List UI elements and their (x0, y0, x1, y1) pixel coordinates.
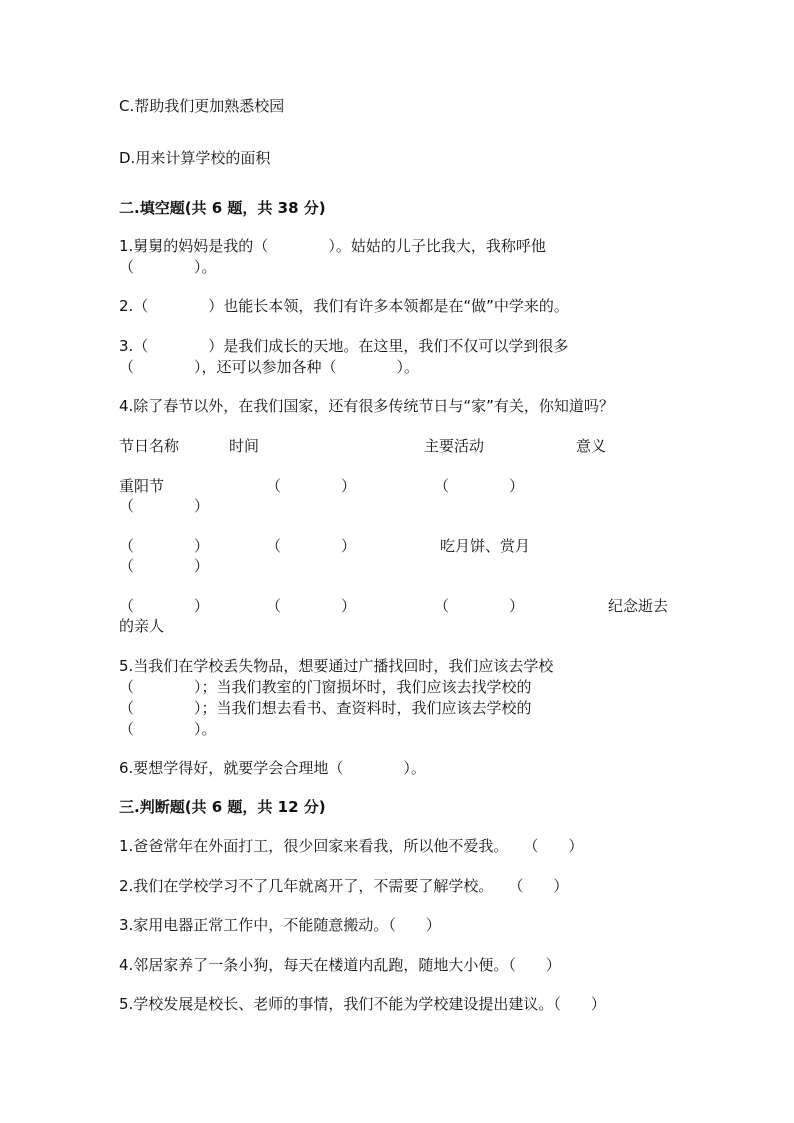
row3-meaning-b: 的亲人 (119, 617, 165, 635)
row3-name-blank: （ ） (119, 597, 210, 615)
row2-time-blank: （ ） (266, 537, 357, 555)
row1-name: 重阳节 (119, 477, 165, 495)
option-d: D.用来计算学校的面积 (119, 149, 271, 167)
row2-name-blank: （ ） (119, 537, 210, 555)
s2-q5-line4: （ ）。 (119, 720, 217, 738)
section3-heading: 三.判断题(共 6 题，共 12 分) (119, 798, 326, 816)
row3-meaning-a: 纪念逝去 (608, 597, 669, 615)
row3-time-blank: （ ） (266, 597, 357, 615)
s2-q5-line3: （ ）；当我们想去看书、查资料时，我们应该去学校的 (119, 699, 532, 717)
s2-q6: 6.要想学得好，就要学会合理地（ ）。 (119, 759, 426, 777)
s2-q5-line2: （ ）；当我们教室的门窗损坏时，我们应该去找学校的 (119, 678, 532, 696)
row1-meaning-blank: （ ） (119, 497, 210, 515)
table-header-meaning: 意义 (576, 437, 607, 455)
s2-q3-line2: （ ），还可以参加各种（ ）。 (119, 358, 420, 376)
s2-q4-question: 4.除了春节以外，在我们国家，还有很多传统节日与“家”有关，你知道吗？ (119, 397, 614, 415)
table-header-name: 节日名称 (119, 437, 180, 455)
row2-activity: 吃月饼、赏月 (440, 537, 531, 555)
table-header-time: 时间 (229, 437, 260, 455)
s3-q5: 5.学校发展是校长、老师的事情，我们不能为学校建设提出建议。（ ） (119, 995, 606, 1013)
s3-q4: 4.邻居家养了一条小狗，每天在楼道内乱跑，随地大小便。（ ） (119, 956, 561, 974)
option-c: C.帮助我们更加熟悉校园 (119, 97, 285, 115)
s2-q1-line1: 1.舅舅的妈妈是我的（ ）。姑姑的儿子比我大，我称呼他 (119, 237, 546, 255)
row1-activity-blank: （ ） (434, 477, 525, 495)
s3-q1: 1.爸爸常年在外面打工，很少回家来看我，所以他不爱我。 （ ） (119, 837, 584, 855)
table-header-activity: 主要活动 (424, 437, 485, 455)
s2-q1-line2: （ ）。 (119, 258, 217, 276)
s3-q2: 2.我们在学校学习不了几年就离开了，不需要了解学校。 （ ） (119, 877, 569, 895)
s3-q3: 3.家用电器正常工作中，不能随意搬动。（ ） (119, 916, 441, 934)
row3-activity-blank: （ ） (434, 597, 525, 615)
s2-q5-line1: 5.当我们在学校丢失物品，想要通过广播找回时，我们应该去学校 (119, 657, 554, 675)
row1-time-blank: （ ） (266, 477, 357, 495)
row2-meaning-blank: （ ） (119, 557, 210, 575)
s2-q3-line1: 3.（ ）是我们成长的天地。在这里，我们不仅可以学到很多 (119, 337, 569, 355)
section2-heading: 二.填空题(共 6 题，共 38 分) (119, 199, 326, 217)
s2-q2: 2.（ ）也能长本领，我们有许多本领都是在“做”中学来的。 (119, 297, 569, 315)
